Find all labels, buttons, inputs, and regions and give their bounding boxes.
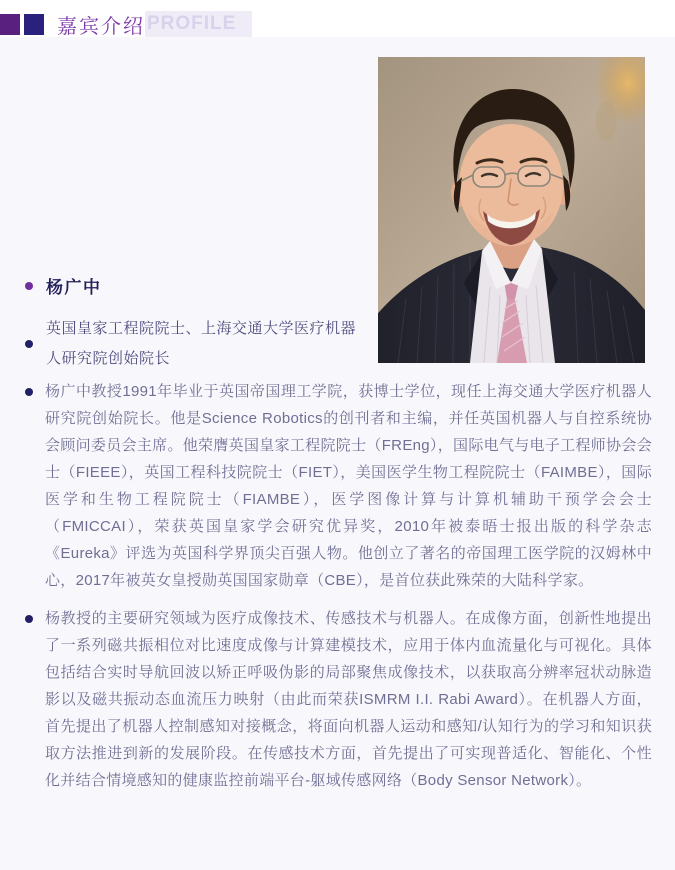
bullet-icon bbox=[25, 340, 33, 348]
bio-paragraph-row bbox=[25, 378, 652, 594]
bio-paragraph-row bbox=[25, 605, 652, 794]
portrait-photo bbox=[378, 57, 645, 363]
speaker-title: 英国皇家工程院院士、上海交通大学医疗机器人研究院创始院长 bbox=[46, 320, 357, 367]
bullet-icon bbox=[25, 282, 33, 290]
bio-paragraph: 杨广中教授1991年毕业于英国帝国理工学院，获博士学位，现任上海交通大学医疗机器人研究院创始院长。他是Science Robotics的创刊者和主编，并任英国机器人与自控系统协会顾问委员会主席。他荣膺英国皇家工程院院士（FREng），国际电气与电子工程师协会会士（FIEEE），英国工程科技院院士（FIET），美国医学生物工程院院士（FAIMBE），国际医学和生物工程院院士（FIAMBE），医学图像计算与计算机辅助干预学会会士（FMICCAI），荣获英国皇家学会研究优异奖，2010年被泰晤士报出版的科学杂志《Eureka》评选为英国科学界顶尖百强人物。他创立了著名的帝国理工医学院的汉姆林中心，2017年被英女皇授勋英国国家勋章（CBE），是首位获此殊荣的大陆科学家。 bbox=[45, 383, 652, 589]
bio-paragraph: 杨教授的主要研究领域为医疗成像技术、传感技术与机器人。在成像方面，创新性地提出了一系列磁共振相位对比速度成像与计算建模技术，应用于体内血流量化与可视化。具体包括结合实时导航回波以矫正呼吸伪影的局部聚焦成像技术，以获取高分辨率冠状动脉造影以及磁共振动态血流压力映射（由此而荣获ISMRM I.I. Rabi Award）。在机器人方面，首先提出了机器人控制感知对接概念，将面向机器人运动和感知/认知行为的学习和知识获取方法推进到新的发展阶段。在传感技术方面，首先提出了可实现普适化、智能化、个性化并结合情境感知的健康监控前端平台-躯域传感网络（Body Sensor Network）。 bbox=[45, 610, 652, 789]
speaker-intro bbox=[25, 273, 370, 374]
section-title-en: PROFILE bbox=[145, 11, 252, 37]
section-marker-navy-icon bbox=[24, 14, 44, 35]
section-title-cn: 嘉宾介绍 bbox=[57, 15, 145, 38]
section-header bbox=[0, 12, 252, 36]
bullet-icon bbox=[25, 388, 33, 396]
content-panel bbox=[0, 37, 675, 870]
portrait-illustration bbox=[378, 57, 645, 363]
speaker-name-row bbox=[25, 273, 370, 298]
section-marker-purple-icon bbox=[0, 14, 20, 35]
bullet-icon bbox=[25, 615, 33, 623]
speaker-title-row bbox=[25, 314, 370, 374]
speaker-name: 杨广中 bbox=[46, 278, 102, 297]
speaker-bio bbox=[25, 378, 652, 805]
